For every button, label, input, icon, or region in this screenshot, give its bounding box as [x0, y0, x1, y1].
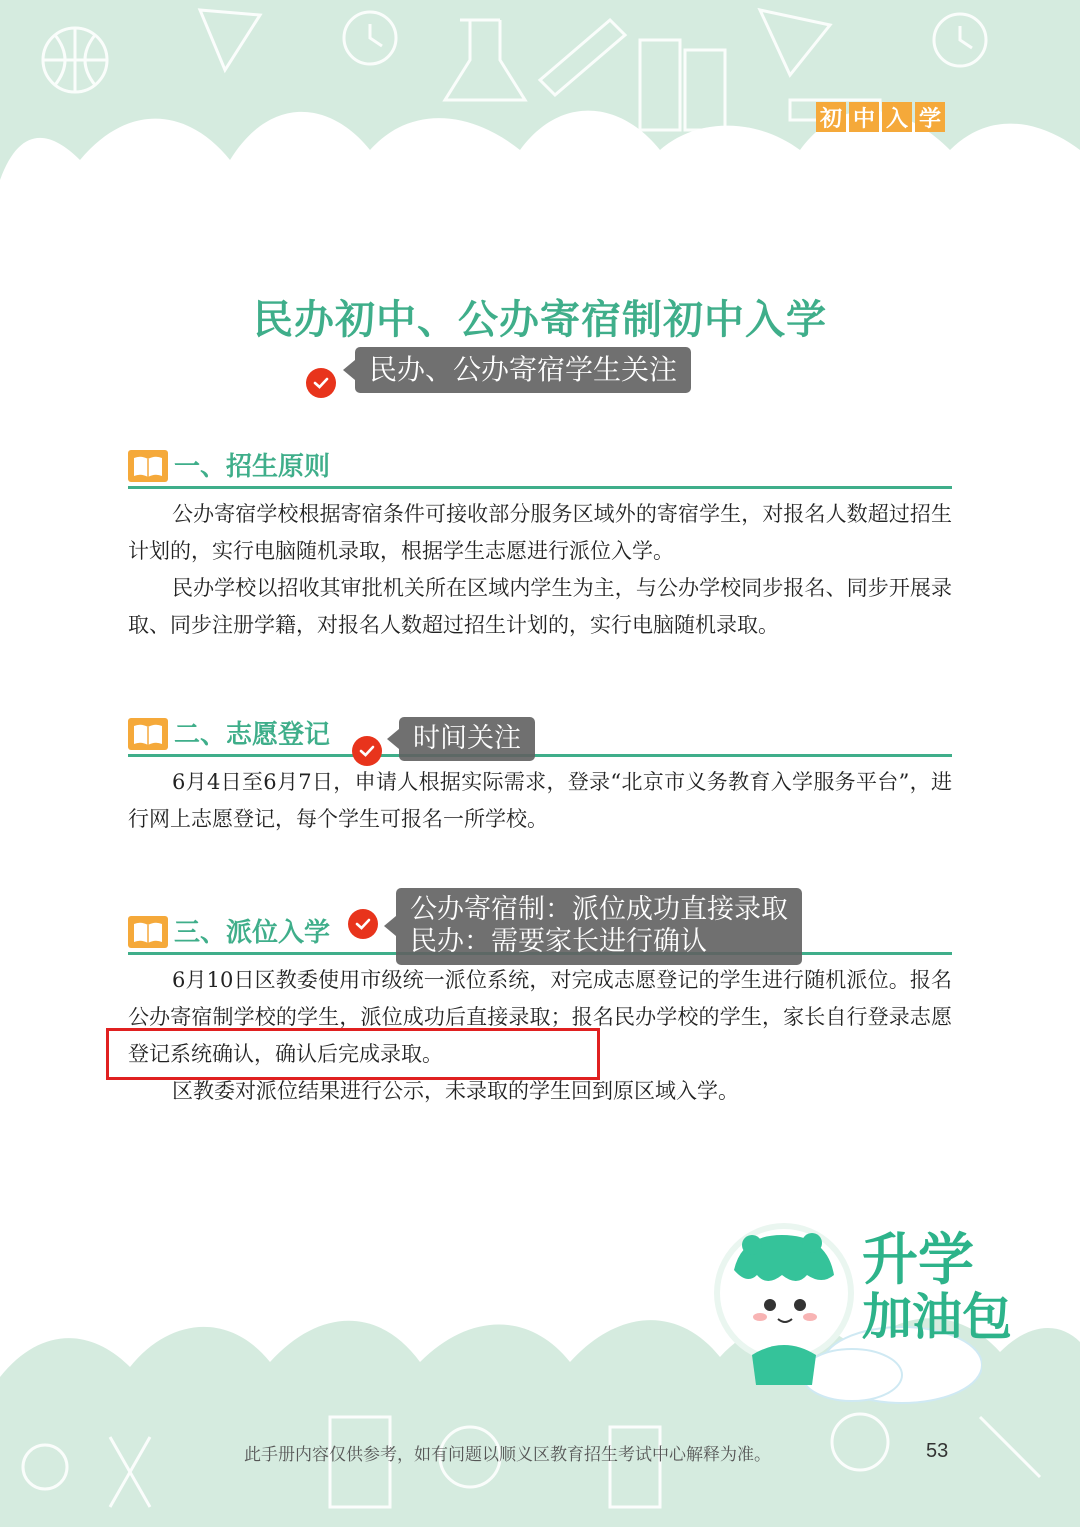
category-tag [816, 102, 945, 132]
brand-logo [862, 1228, 1012, 1346]
check-icon [348, 909, 378, 939]
paragraph: 6月10日区教委使用市级统一派位系统，对完成志愿登记的学生进行随机派位。报名公办寄宿制学校的学生，派位成功后直接录取；报名民办学校的学生，家长自行登录志愿登记系统确认，确认后完成录取。 [128, 968, 952, 1066]
section-header-principles [128, 446, 952, 489]
tag-char: 中 [849, 102, 879, 132]
book-icon [128, 718, 168, 750]
callout-line: 民办：需要家长进行确认 [410, 926, 707, 958]
brand-line: 升学 [862, 1228, 974, 1293]
check-icon [306, 368, 336, 398]
section-title: 一、招生原则 [174, 452, 331, 482]
tag-char: 学 [915, 102, 945, 132]
tag-char: 初 [816, 102, 846, 132]
book-icon [128, 916, 168, 948]
paragraph: 民办学校以招收其审批机关所在区域内学生为主，与公办学校同步报名、同步开展录取、同步注册学籍，对报名人数超过招生计划的，实行电脑随机录取。 [128, 576, 952, 637]
paragraph: 公办寄宿学校根据寄宿条件可接收部分服务区域外的寄宿学生，对报名人数超过招生计划的，实行电脑随机录取，根据学生志愿进行派位入学。 [128, 502, 952, 563]
check-icon [352, 736, 382, 766]
callout-time: 时间关注 [399, 717, 535, 761]
footer-note: 此手册内容仅供参考，如有问题以顺义区教育招生考试中心解释为准。 [244, 1445, 771, 1465]
paragraph: 6月4日至6月7日，申请人根据实际需求，登录“北京市义务教育入学服务平台”，进行网上志愿登记，每个学生可报名一所学校。 [128, 770, 952, 831]
section-header-registration [128, 714, 952, 757]
callout-top: 民办、公办寄宿学生关注 [355, 347, 691, 393]
callout-line: 公办寄宿制：派位成功直接录取 [410, 894, 788, 925]
page-title: 民办初中、公办寄宿制初中入学 [253, 297, 827, 343]
brand-line: 加油包 [862, 1287, 1012, 1346]
book-icon [128, 450, 168, 482]
page-number: 53 [926, 1440, 949, 1462]
tag-char: 入 [882, 102, 912, 132]
section-title: 三、派位入学 [174, 918, 331, 948]
section-title: 二、志愿登记 [174, 720, 331, 750]
highlight-box [106, 1028, 600, 1080]
callout-dispatch [396, 888, 802, 965]
paragraph: 区教委对派位结果进行公示，未录取的学生回到原区域入学。 [172, 1079, 739, 1103]
